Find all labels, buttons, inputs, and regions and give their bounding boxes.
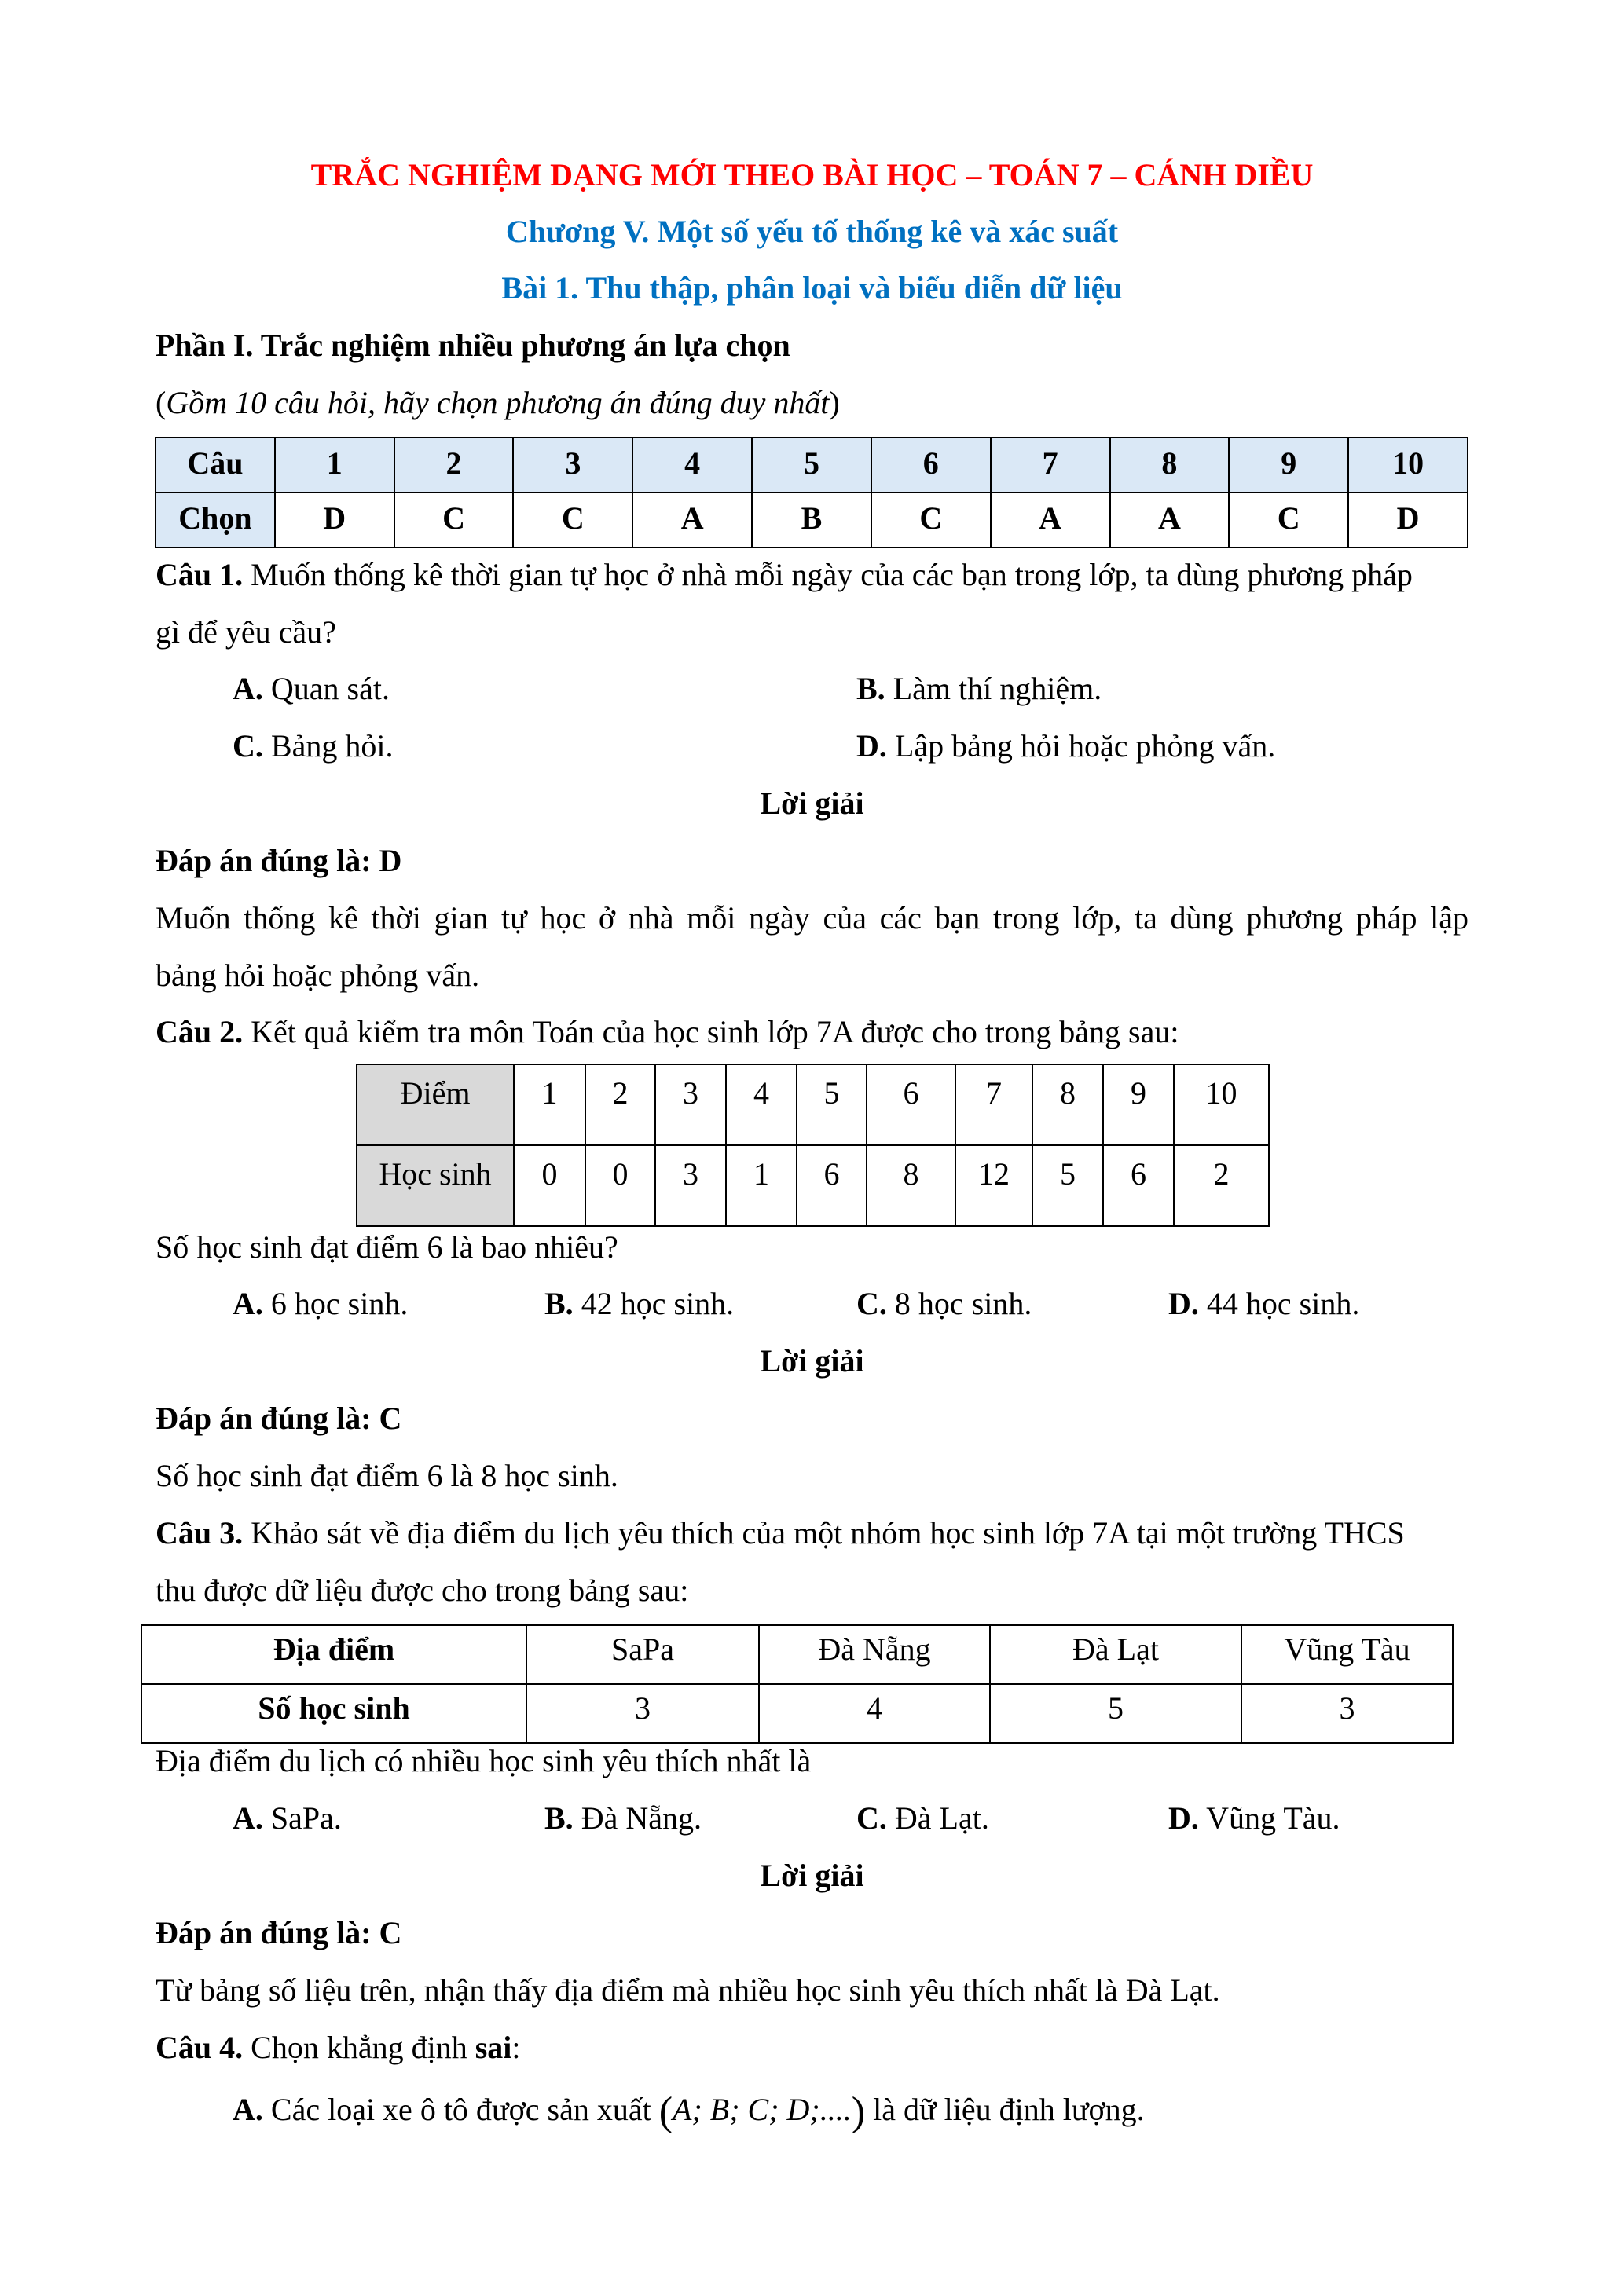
score-cell: 5 <box>797 1064 867 1145</box>
question-number: 4 <box>632 438 752 493</box>
q2-option-b <box>544 1288 734 1320</box>
question-1-text <box>156 559 1413 591</box>
destination-cell: Đà Lạt <box>990 1625 1241 1684</box>
row-label-answer: Chọn <box>156 493 275 547</box>
count-cell: 3 <box>1241 1684 1453 1743</box>
option-text: 44 học sinh. <box>1198 1286 1360 1321</box>
students-cell: 6 <box>1103 1145 1174 1226</box>
count-cell: 3 <box>526 1684 759 1743</box>
q3-solution-heading: Lời giải <box>760 1858 864 1893</box>
q2-option-a <box>233 1288 408 1320</box>
q2-explanation: Số học sinh đạt điểm 6 là 8 học sinh. <box>156 1458 618 1493</box>
option-text: Làm thí nghiệm. <box>885 671 1102 706</box>
students-cell: 1 <box>726 1145 797 1226</box>
question-number: 3 <box>513 438 632 493</box>
students-cell: 0 <box>514 1145 585 1226</box>
option-text: Lập bảng hỏi hoặc phỏng vấn. <box>886 728 1276 764</box>
option-key: A. <box>233 2092 263 2127</box>
question-4-label: Câu 4. <box>156 2030 244 2065</box>
q1-solution-heading: Lời giải <box>760 785 864 821</box>
question-3-line2: thu được dữ liệu được cho trong bảng sau: <box>156 1573 689 1608</box>
question-2-body: Kết quả kiểm tra môn Toán của học sinh lớp 7A được cho trong bảng sau: <box>243 1014 1179 1049</box>
part-subtitle-text: Gồm 10 câu hỏi, hãy chọn phương án đúng duy nhất <box>166 385 830 420</box>
destination-cell: SaPa <box>526 1625 759 1684</box>
q2-solution-heading: Lời giải <box>760 1343 864 1379</box>
count-row <box>141 1684 1453 1743</box>
row-label-destination: Địa điểm <box>141 1625 526 1684</box>
q3-option-c <box>856 1800 989 1836</box>
question-number: 7 <box>991 438 1110 493</box>
option-text-tail: là dữ liệu định lượng. <box>865 2092 1145 2127</box>
answer-letter: D <box>275 493 394 547</box>
destination-row <box>141 1625 1453 1684</box>
score-cell: 10 <box>1174 1064 1269 1145</box>
question-number: 9 <box>1229 438 1348 493</box>
score-cell: 6 <box>867 1064 955 1145</box>
destination-cell: Vũng Tàu <box>1241 1625 1453 1684</box>
lesson-title: Bài 1. Thu thập, phân loại và biểu diễn dữ liệu <box>501 270 1123 306</box>
score-cell: 3 <box>655 1064 726 1145</box>
question-4-colon: : <box>511 2030 521 2065</box>
question-3-prompt: Địa điểm du lịch có nhiều học sinh yêu thích nhất là <box>156 1743 812 1778</box>
option-text: Bảng hỏi. <box>262 728 394 764</box>
count-cell: 4 <box>759 1684 990 1743</box>
option-text: Đà Lạt. <box>886 1800 989 1836</box>
option-key: D. <box>1168 1286 1199 1321</box>
option-key: C. <box>856 1800 887 1836</box>
count-cell: 5 <box>990 1684 1241 1743</box>
q3-explanation: Từ bảng số liệu trên, nhận thấy địa điểm mà nhiều học sinh yêu thích nhất là Đà Lạt. <box>156 1972 1220 2008</box>
answer-key-table <box>155 437 1468 548</box>
option-key: A. <box>233 1800 263 1836</box>
answer-letter: C <box>871 493 991 547</box>
score-cell: 4 <box>726 1064 797 1145</box>
score-cell: 7 <box>955 1064 1032 1145</box>
option-text: Quan sát. <box>262 671 390 706</box>
row-label-question: Câu <box>156 438 275 493</box>
students-cell: 12 <box>955 1145 1032 1226</box>
answer-letter: A <box>991 493 1110 547</box>
option-key: D. <box>1168 1800 1199 1836</box>
q2-option-c <box>856 1288 1032 1320</box>
option-key: B. <box>856 671 885 706</box>
q3-option-d <box>1168 1800 1340 1836</box>
question-4-text <box>156 2032 521 2063</box>
option-key: B. <box>544 1286 574 1321</box>
answer-letter: B <box>752 493 871 547</box>
row-label-students: Học sinh <box>357 1145 514 1226</box>
q4-option-a <box>233 2089 1145 2134</box>
q1-option-a <box>233 673 390 705</box>
option-key: A. <box>233 671 263 706</box>
question-4-emphasis: sai <box>475 2030 512 2065</box>
score-cell: 8 <box>1032 1064 1103 1145</box>
q1-option-c <box>233 728 394 764</box>
score-cell: 1 <box>514 1064 585 1145</box>
question-2-label: Câu 2. <box>156 1014 244 1049</box>
question-4-body: Chọn khẳng định <box>243 2030 475 2065</box>
row-label-count: Số học sinh <box>141 1684 526 1743</box>
q1-answer: Đáp án đúng là: D <box>156 843 402 878</box>
answer-letter: A <box>1110 493 1230 547</box>
option-key: C. <box>856 1286 887 1321</box>
part-subtitle <box>156 387 840 419</box>
q1-explanation-line1: Muốn thống kê thời gian tự học ở nhà mỗi ngày của các bạn trong lớp, ta dùng phương pháp lập <box>156 900 1468 936</box>
q3-option-b <box>544 1800 702 1836</box>
chapter-title: Chương V. Một số yếu tố thống kê và xác suất <box>505 214 1119 249</box>
option-key: D. <box>856 728 887 764</box>
students-cell: 5 <box>1032 1145 1103 1226</box>
question-1-label: Câu 1. <box>156 557 244 592</box>
q2-option-d <box>1168 1288 1359 1320</box>
score-cell: 2 <box>585 1064 655 1145</box>
math-paren-open: ( <box>658 2089 673 2134</box>
option-text: 6 học sinh. <box>262 1286 409 1321</box>
question-number: 1 <box>275 438 394 493</box>
math-paren-close: ) <box>851 2089 866 2134</box>
answer-letter: D <box>1348 493 1468 547</box>
destination-table <box>141 1624 1454 1744</box>
document-title: TRẮC NGHIỆM DẠNG MỚI THEO BÀI HỌC – TOÁN 7 – CÁNH DIỀU <box>310 157 1314 192</box>
option-text: Các loại xe ô tô được sản xuất <box>262 2092 659 2127</box>
option-text: SaPa. <box>262 1800 342 1836</box>
question-number: 2 <box>394 438 514 493</box>
students-cell: 0 <box>585 1145 655 1226</box>
answer-letter: A <box>632 493 752 547</box>
option-text: 8 học sinh. <box>886 1286 1032 1321</box>
score-cell: 9 <box>1103 1064 1174 1145</box>
question-2-prompt: Số học sinh đạt điểm 6 là bao nhiêu? <box>156 1229 618 1265</box>
paren-open: ( <box>156 385 167 420</box>
question-2-text <box>156 1016 1179 1048</box>
option-text: 42 học sinh. <box>573 1286 735 1321</box>
students-cell: 3 <box>655 1145 726 1226</box>
option-key: A. <box>233 1286 263 1321</box>
question-1-line1: Muốn thống kê thời gian tự học ở nhà mỗi ngày của các bạn trong lớp, ta dùng phương pháp <box>243 557 1413 592</box>
score-row <box>357 1064 1269 1145</box>
q1-option-b <box>856 673 1102 705</box>
answer-letter: C <box>513 493 632 547</box>
answer-key-answer-row <box>156 493 1468 547</box>
q3-answer: Đáp án đúng là: C <box>156 1915 402 1950</box>
question-1-line2: gì để yêu cầu? <box>156 614 336 650</box>
answer-letter: C <box>1229 493 1348 547</box>
row-label-score: Điểm <box>357 1064 514 1145</box>
q2-answer: Đáp án đúng là: C <box>156 1401 402 1436</box>
students-row <box>357 1145 1269 1226</box>
question-number: 5 <box>752 438 871 493</box>
math-expression: A; B; C; D;.... <box>673 2092 852 2127</box>
q1-option-d <box>856 728 1276 764</box>
q3-option-a <box>233 1800 342 1836</box>
paren-close: ) <box>829 385 840 420</box>
score-table <box>356 1064 1270 1227</box>
question-number: 6 <box>871 438 991 493</box>
students-cell: 2 <box>1174 1145 1269 1226</box>
question-3-text <box>156 1515 1405 1551</box>
answer-key-question-row <box>156 438 1468 493</box>
students-cell: 6 <box>797 1145 867 1226</box>
question-3-label: Câu 3. <box>156 1515 244 1551</box>
option-key: C. <box>233 728 263 764</box>
question-number: 10 <box>1348 438 1468 493</box>
option-text: Đà Nẵng. <box>573 1800 702 1836</box>
answer-letter: C <box>394 493 514 547</box>
question-number: 8 <box>1110 438 1230 493</box>
part-title: Phần I. Trắc nghiệm nhiều phương án lựa chọn <box>156 328 790 363</box>
q1-explanation-line2: bảng hỏi hoặc phỏng vấn. <box>156 958 480 993</box>
destination-cell: Đà Nẵng <box>759 1625 990 1684</box>
option-text: Vũng Tàu. <box>1198 1800 1340 1836</box>
students-cell: 8 <box>867 1145 955 1226</box>
question-3-line1: Khảo sát về địa điểm du lịch yêu thích của một nhóm học sinh lớp 7A tại một trường THCS <box>243 1515 1405 1551</box>
option-key: B. <box>544 1800 574 1836</box>
